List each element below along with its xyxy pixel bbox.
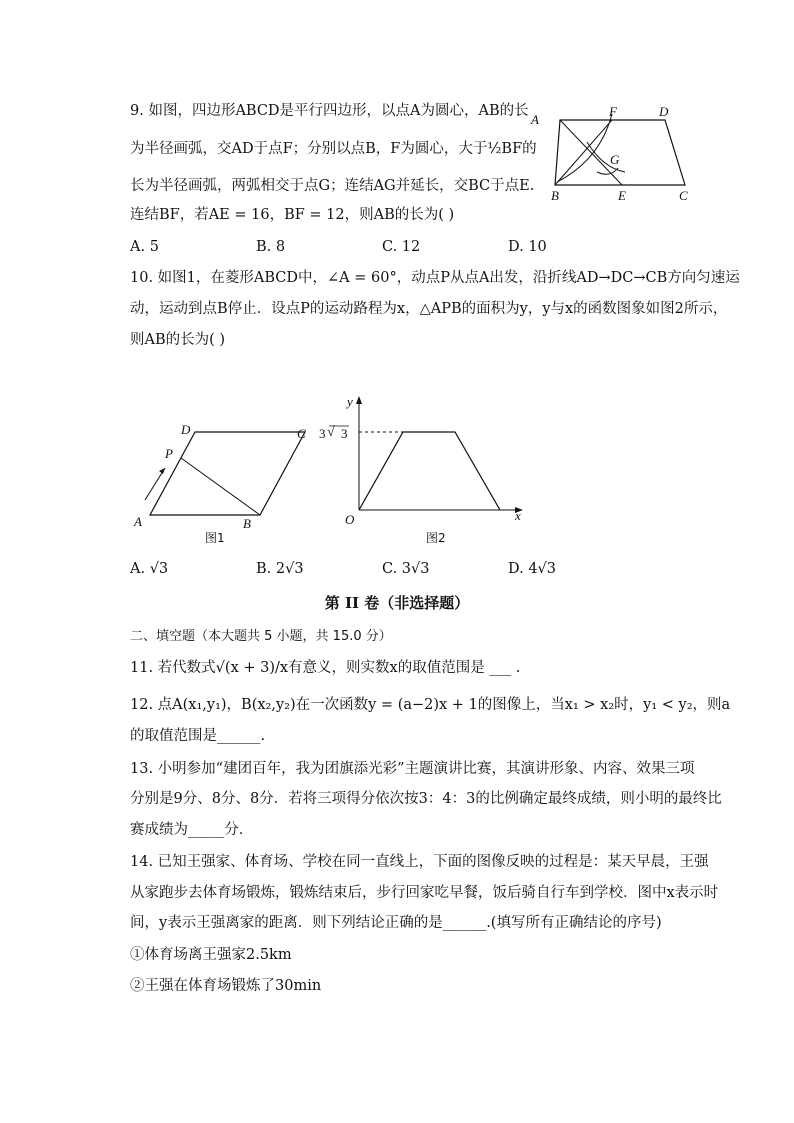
q12-line-2: 的取值范围是______. [130,728,266,744]
q9-option-a: A. 5 [130,239,159,255]
q10-line-3: 则AB的长为( ) [130,332,226,348]
q10-fig2-label-y: y [347,394,353,409]
q9-line-4: 连结BF，若AE = 16，BF = 12，则AB的长为( ) [130,207,455,223]
q9-label-d: D [659,104,669,119]
q9-label-a: A [531,112,539,127]
q10-figure-1 [125,418,325,553]
q10-fig2-label-sqrt3: 3 [341,426,348,441]
q9-line-3: 长为半径画弧，两弧相交于点G；连结AG并延长，交BC于点E. [130,178,535,194]
q13-line-2: 分别是9分、8分、8分．若将三项得分依次按3：4：3的比例确定最终成绩，则小明的最终比 [130,791,722,807]
q10-fig1-label-d: D [181,422,191,437]
q14-line-1: 14. 已知王强家、体育场、学校在同一直线上，下面的图像反映的过程是：某天早晨，王强 [130,854,709,870]
q9-figure [525,100,705,210]
q9-option-d: D. 10 [508,239,547,255]
q10-fig2-caption: 图2 [426,531,446,545]
q14-line-3: 间，y表示王强离家的距离．则下列结论正确的是______.(填写所有正确结论的序号) [130,915,662,931]
q9-line-2: 为半径画弧，交AD于点F；分别以点B，F为圆心，大于½BF的 [130,141,537,157]
q9-label-g: G [610,152,620,167]
q10-option-b: B. 2√3 [256,561,304,577]
q10-fig1-label-b: B [243,516,251,531]
q9-line-1: 9. 如图，四边形ABCD是平行四边形，以点A为圆心，AB的长 [130,103,529,119]
q10-fig1-label-c: C [297,426,306,441]
q10-option-a: A. √3 [130,561,169,577]
q10-fig2-radical: √ [327,425,335,440]
q10-option-d: D. 4√3 [508,561,557,577]
q9-option-c: C. 12 [382,239,421,255]
q9-label-b: B [551,188,559,203]
q13-line-1: 13. 小明参加“建团百年，我为团旗添光彩”主题演讲比赛，其演讲形象、内容、效果三项 [130,761,695,777]
q9-label-c: C [679,188,688,203]
q13-line-3: 赛成绩为_____分． [130,822,254,838]
q10-fig1-caption: 图1 [205,531,225,545]
q14-conclusion-2: ②王强在体育场锻炼了30min [130,978,322,994]
q11: 11. 若代数式√(x + 3)/x有意义，则实数x的取值范围是 ___ . [130,660,521,676]
q12-line-1: 12. 点A(x₁,y₁)，B(x₂,y₂)在一次函数y = (a−2)x + 1的图像上，当x₁ > x₂时，y₁ < y₂，则a [130,697,731,713]
q10-fig2-label-x: x [515,508,521,523]
q10-line-1: 10. 如图1，在菱形ABCD中，∠A = 60°，动点P从点A出发，沿折线AD→DC→CB方向匀速运 [130,270,740,286]
q9-label-f: F [609,104,617,119]
q10-fig2-label-o: O [345,512,355,527]
q10-option-c: C. 3√3 [382,561,430,577]
q10-figure-2 [315,390,535,550]
q10-fig1-label-a: A [134,514,142,529]
q10-line-2: 动，运动到点B停止．设点P的运动路程为x，△APB的面积为y，y与x的函数图象如图2所示， [130,301,728,317]
q14-conclusion-1: ①体育场离王强家2.5km [130,947,292,963]
q14-line-2: 从家跑步去体育场锻炼，锻炼结束后，步行回家吃早餐，饭后骑自行车到学校．图中x表示时 [130,885,719,901]
q9-label-e: E [618,188,626,203]
q10-fig1-label-p: P [165,446,173,461]
section-2-heading: 二、填空题（本大题共 5 小题，共 15.0 分） [130,629,392,644]
q10-fig2-label-3: 3 [319,426,326,441]
part2-title: 第 II 卷（非选择题） [324,594,470,612]
q9-option-b: B. 8 [256,239,286,255]
